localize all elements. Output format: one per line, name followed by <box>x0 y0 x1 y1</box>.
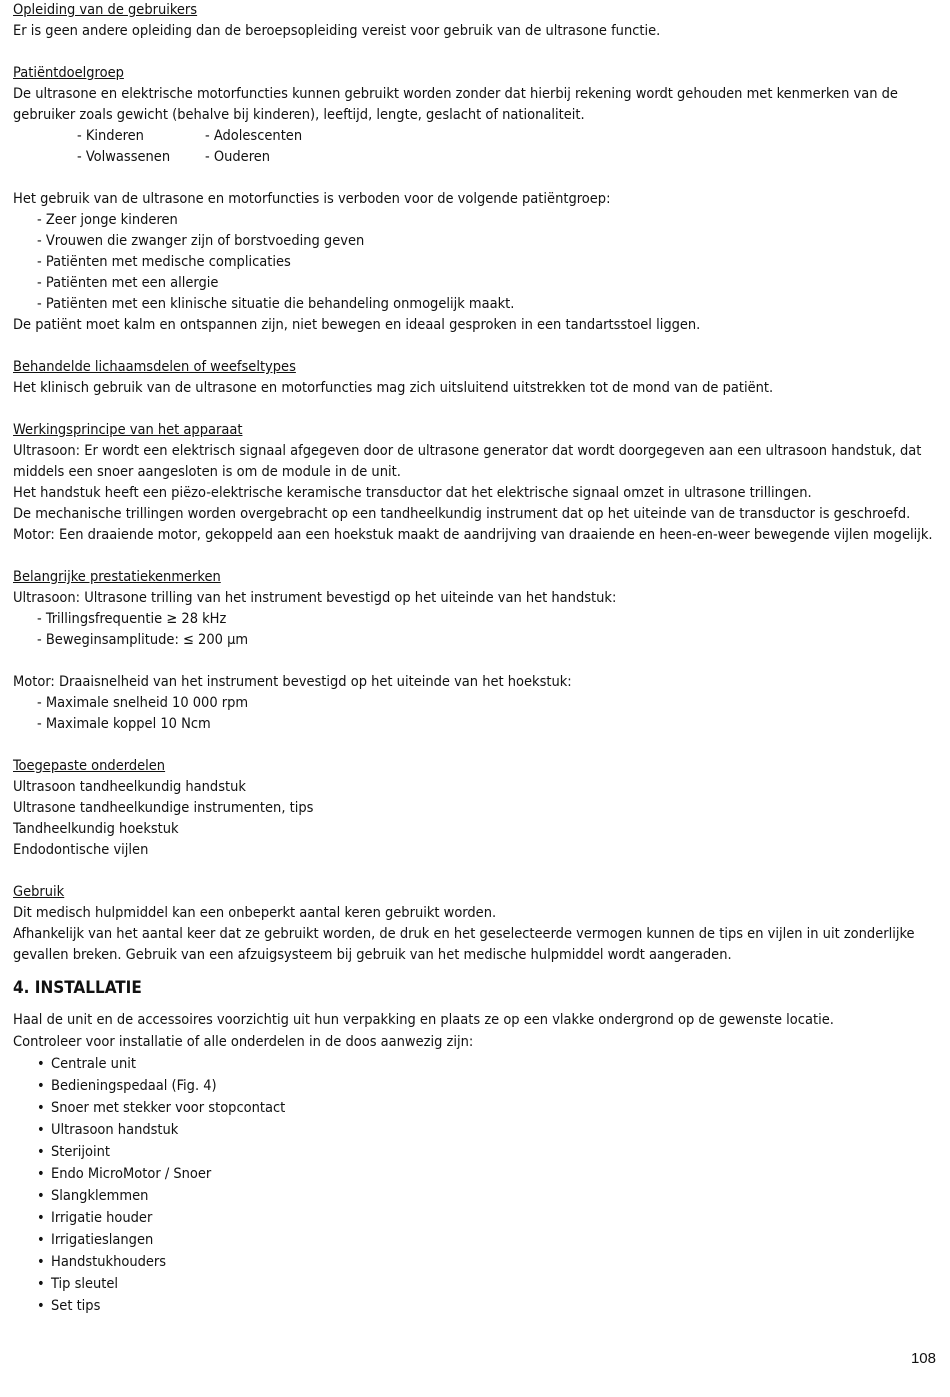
list-item-label: Centrale unit <box>51 1056 136 1072</box>
gebruik-p2: Afhankelijk van het aantal keer dat ze gebruikt worden, de druk en het geselecteerde vermogen kunnen de tips en vijlen in uit zonderlijke gevallen breken. Gebruik van een afzuigsysteem bij gebruik van het medische hulpmiddel wordt aangeraden. <box>13 926 915 963</box>
list-item: - Patiënten met een klinische situatie die behandeling onmogelijk maakt. <box>13 294 938 315</box>
list-item: - Zeer jonge kinderen <box>13 210 938 231</box>
list-item <box>13 1141 938 1163</box>
list-item: - Maximale snelheid 10 000 rpm <box>13 693 938 714</box>
heading-prestatiekenmerken: Belangrijke prestatiekenmerken <box>13 569 221 585</box>
list-item-label: Irrigatie houder <box>51 1210 153 1226</box>
werkingsprincipe-p4: Motor: Een draaiende motor, gekoppeld aan een hoekstuk maakt de aandrijving van draaiende en heen-en-weer bewegende vijlen mogelijk. <box>13 527 933 543</box>
heading-opleiding: Opleiding van de gebruikers <box>13 2 198 18</box>
list-item: Ultrasone tandheelkundige instrumenten, tips <box>13 800 314 816</box>
heading-toegepaste-onderdelen: Toegepaste onderdelen <box>13 758 166 774</box>
bullet-icon: • <box>37 1122 45 1138</box>
ultrasoon-intro: Ultrasoon: Ultrasone trilling van het instrument bevestigd op het uiteinde van het handstuk: <box>13 590 617 606</box>
heading-installatie: 4. INSTALLATIE <box>13 978 142 998</box>
list-item-label: Slangklemmen <box>51 1188 149 1204</box>
list-item-label: Sterijoint <box>51 1144 111 1160</box>
bullet-icon: • <box>37 1188 45 1204</box>
list-item: - Trillingsfrequentie ≥ 28 kHz <box>13 609 938 630</box>
age-groups-row-1 <box>13 126 938 147</box>
list-item <box>13 1273 938 1295</box>
page-number: 108 <box>910 1350 936 1367</box>
gebruik-p1: Dit medisch hulpmiddel kan een onbeperkt aantal keren gebruikt worden. <box>13 905 497 921</box>
list-item <box>13 1119 938 1141</box>
opleiding-text: Er is geen andere opleiding dan de beroepsopleiding vereist voor gebruik van de ultrasone functie. <box>13 23 661 39</box>
werkingsprincipe-p3: De mechanische trillingen worden overgebracht op een tandheelkundig instrument dat op het uiteinde van de transductor is geschroefd. <box>13 506 911 522</box>
list-item: Ultrasoon tandheelkundig handstuk <box>13 779 246 795</box>
age-group: - Volwassenen <box>77 149 171 165</box>
bullet-icon: • <box>37 1078 45 1094</box>
bullet-icon: • <box>37 1166 45 1182</box>
age-group: - Adolescenten <box>205 128 303 144</box>
bullet-icon: • <box>37 1056 45 1072</box>
bullet-icon: • <box>37 1144 45 1160</box>
list-item <box>13 1053 938 1075</box>
list-item-label: Set tips <box>51 1298 101 1314</box>
age-group: - Ouderen <box>205 149 271 165</box>
list-item: Endodontische vijlen <box>13 842 149 858</box>
list-item <box>13 1097 938 1119</box>
list-item-label: Irrigatieslangen <box>51 1232 154 1248</box>
list-item <box>13 1163 938 1185</box>
heading-patientdoelgroep: Patiëntdoelgroep <box>13 65 124 81</box>
list-item: - Patiënten met medische complicaties <box>13 252 938 273</box>
bullet-icon: • <box>37 1298 45 1314</box>
document-page <box>13 0 938 1317</box>
age-group: - Kinderen <box>77 128 144 144</box>
installatie-list <box>13 1053 938 1317</box>
list-item <box>13 1075 938 1097</box>
heading-werkingsprincipe: Werkingsprincipe van het apparaat <box>13 422 243 438</box>
list-item-label: Endo MicroMotor / Snoer <box>51 1166 212 1182</box>
heading-gebruik: Gebruik <box>13 884 65 900</box>
age-groups-row-2 <box>13 147 938 168</box>
list-item <box>13 1207 938 1229</box>
werkingsprincipe-p2: Het handstuk heeft een piëzo-elektrische keramische transductor dat het elektrische signaal omzet in ultrasone trillingen. <box>13 485 812 501</box>
list-item: - Vrouwen die zwanger zijn of borstvoeding geven <box>13 231 938 252</box>
list-item: - Beweginsamplitude: ≤ 200 µm <box>13 630 938 651</box>
installatie-p2: Controleer voor installatie of alle onderdelen in de doos aanwezig zijn: <box>13 1034 474 1050</box>
list-item: Tandheelkundig hoekstuk <box>13 821 179 837</box>
installatie-p1: Haal de unit en de accessoires voorzichtig uit hun verpakking en plaats ze op een vlakke ondergrond op de gewenste locatie. <box>13 1012 834 1028</box>
list-item-label: Handstukhouders <box>51 1254 167 1270</box>
list-item: - Maximale koppel 10 Ncm <box>13 714 938 735</box>
list-item-label: Snoer met stekker voor stopcontact <box>51 1100 286 1116</box>
bullet-icon: • <box>37 1254 45 1270</box>
heading-lichaamsdelen: Behandelde lichaamsdelen of weefseltypes <box>13 359 296 375</box>
list-item-label: Ultrasoon handstuk <box>51 1122 179 1138</box>
bullet-icon: • <box>37 1276 45 1292</box>
list-item: - Patiënten met een allergie <box>13 273 938 294</box>
list-item <box>13 1295 938 1317</box>
motor-intro: Motor: Draaisnelheid van het instrument bevestigd op het uiteinde van het hoekstuk: <box>13 674 572 690</box>
bullet-icon: • <box>37 1210 45 1226</box>
bullet-icon: • <box>37 1232 45 1248</box>
forbidden-intro: Het gebruik van de ultrasone en motorfuncties is verboden voor de volgende patiëntgroep: <box>13 191 611 207</box>
list-item <box>13 1229 938 1251</box>
list-item <box>13 1185 938 1207</box>
list-item-label: Tip sleutel <box>51 1276 119 1292</box>
list-item <box>13 1251 938 1273</box>
list-item-label: Bedieningspedaal (Fig. 4) <box>51 1078 217 1094</box>
lichaamsdelen-text: Het klinisch gebruik van de ultrasone en motorfuncties mag zich uitsluitend uitstrekken tot de mond van de patiënt. <box>13 380 774 396</box>
patient-closing-text: De patiënt moet kalm en ontspannen zijn, niet bewegen en ideaal gesproken in een tandartsstoel liggen. <box>13 317 701 333</box>
patientdoelgroep-text: De ultrasone en elektrische motorfuncties kunnen gebruikt worden zonder dat hierbij rekening wordt gehouden met kenmerken van de gebruiker zoals gewicht (behalve bij kinderen), leeftijd, lengte, geslacht of nationaliteit. <box>13 86 898 123</box>
werkingsprincipe-p1: Ultrasoon: Er wordt een elektrisch signaal afgegeven door de ultrasone generator dat wordt doorgegeven aan een ultrasoon handstuk, dat middels een snoer aangesloten is om de module in de unit. <box>13 443 922 480</box>
bullet-icon: • <box>37 1100 45 1116</box>
